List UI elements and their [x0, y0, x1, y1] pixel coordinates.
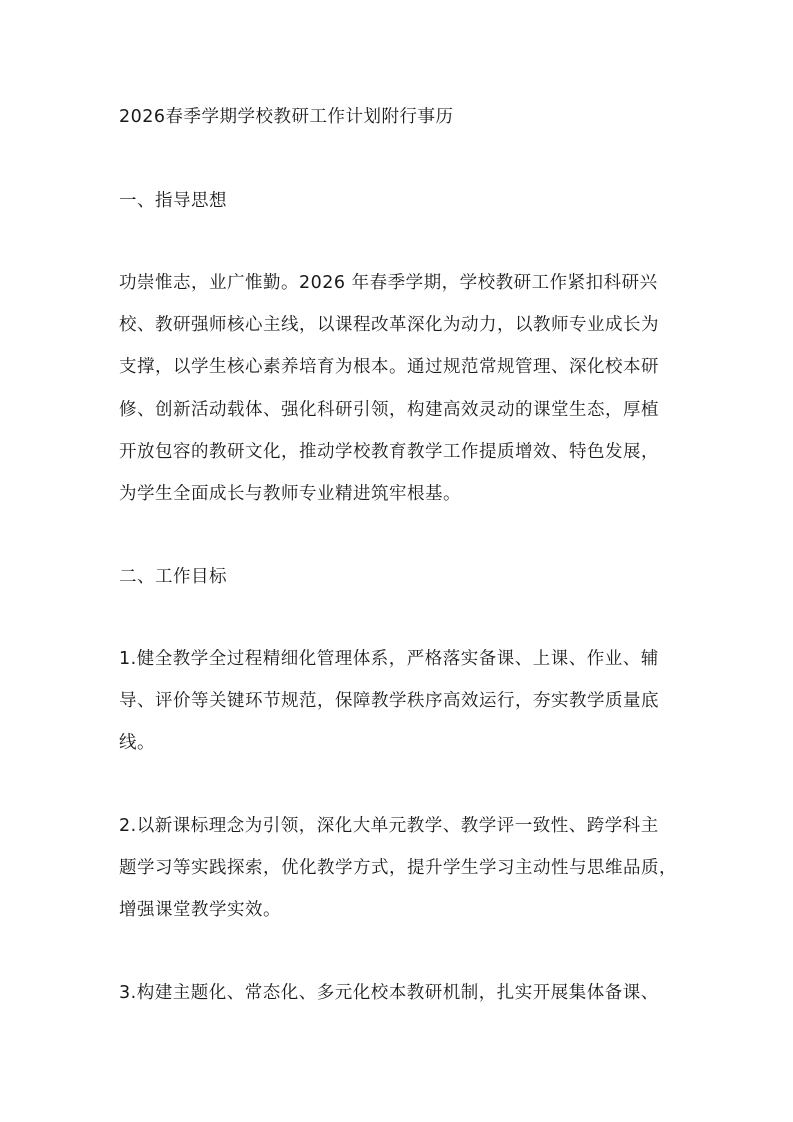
paragraph-line: 导、评价等关键环节规范，保障教学秩序高效运行，夯实教学质量底: [119, 691, 659, 711]
paragraph-line: 修、创新活动载体、强化科研引领，构建高效灵动的课堂生态，厚植: [119, 400, 659, 420]
paragraph-line: 支撑，以学生核心素养培育为根本。通过规范常规管理、深化校本研: [119, 357, 659, 377]
paragraph-line: 功崇惟志，业广惟勤。2026 年春季学期，学校教研工作紧扣科研兴: [119, 273, 658, 293]
paragraph-line: 校、教研强师核心主线，以课程改革深化为动力，以教师专业成长为: [119, 315, 659, 335]
paragraph-line: 为学生全面成长与教师专业精进筑牢根基。: [119, 484, 461, 504]
paragraph-line: 线。: [119, 733, 155, 753]
paragraph-line: 2.以新课标理念为引领，深化大单元教学、教学评一致性、跨学科主: [119, 816, 659, 836]
paragraph-line: 增强课堂教学实效。: [119, 900, 281, 920]
section-heading-work-goals: 二、工作目标: [119, 567, 227, 587]
document-title: 2026春季学期学校教研工作计划附行事历: [119, 107, 454, 127]
paragraph-line: 1.健全教学全过程精细化管理体系，严格落实备课、上课、作业、辅: [119, 649, 659, 669]
paragraph-line: 开放包容的教研文化，推动学校教育教学工作提质增效、特色发展，: [119, 442, 659, 462]
paragraph-line: 3.构建主题化、常态化、多元化校本教研机制，扎实开展集体备课、: [119, 983, 659, 1003]
section-heading-guiding-ideology: 一、指导思想: [119, 191, 227, 211]
paragraph-line: 题学习等实践探索，优化教学方式，提升学生学习主动性与思维品质，: [119, 858, 677, 878]
